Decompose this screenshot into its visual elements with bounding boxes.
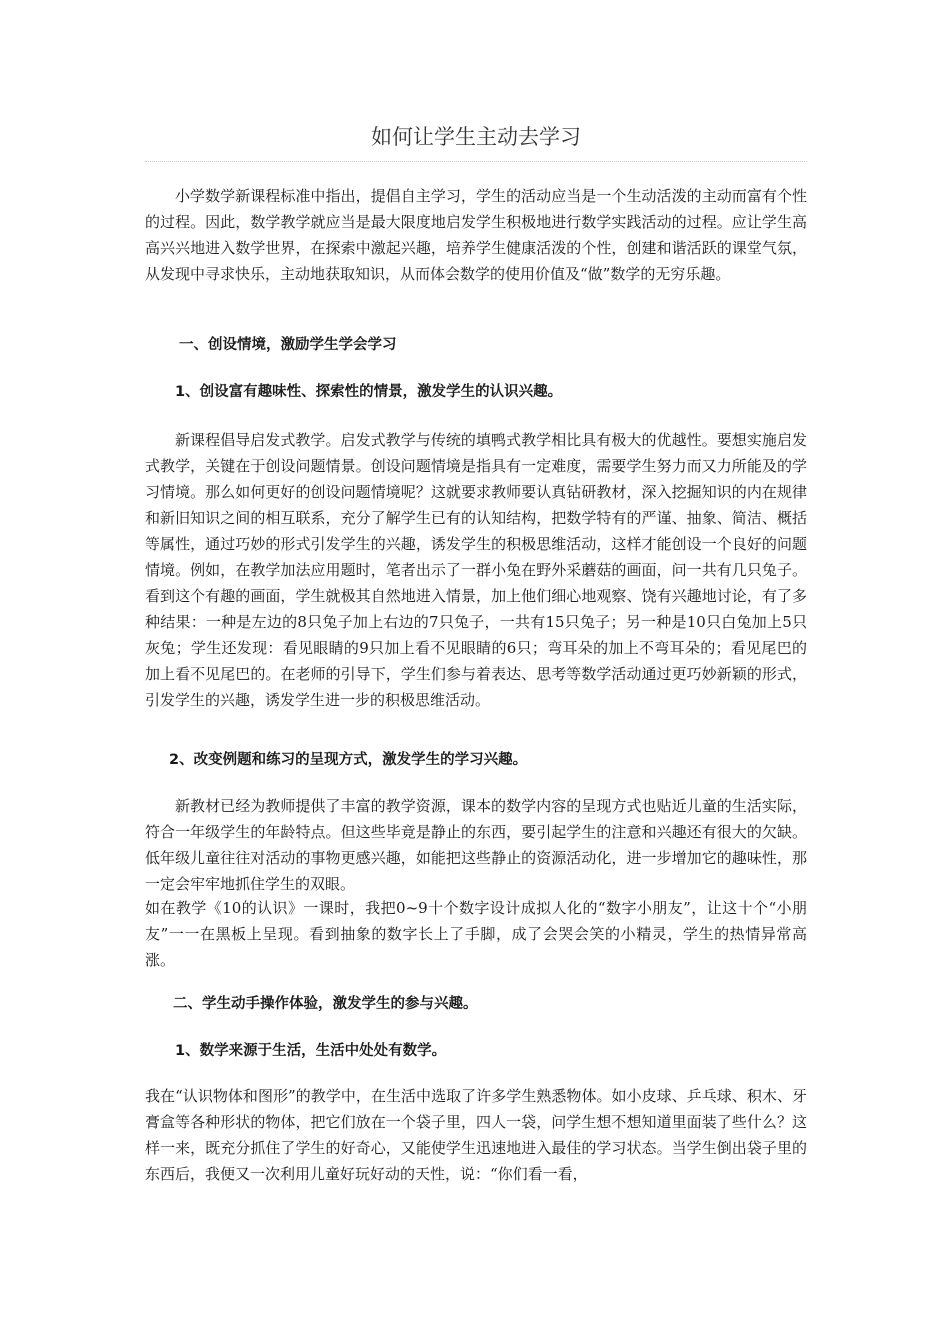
subsection-paragraph-3: 我在“认识物体和图形”的教学中，在生活中选取了许多学生熟悉物体。如小皮球、乒乓球、积木、牙膏盒等各种形状的物体，把它们放在一个袋子里，四人一袋，问学生想不想知道里面装了些什么？这样一来，既充分抓住了学生的好奇心，又能使学生迅速地进入最佳的学习状态。当学生倒出袋子里的东西后，我便又一次利用儿童好玩好动的天性，说：“你们看一看， <box>145 1087 807 1183</box>
subsection-heading-3: 1、数学来源于生活，生活中处处有数学。 <box>175 1043 447 1059</box>
section-heading-1: 一、创设情境，激励学生学会学习 <box>179 337 397 353</box>
subsection-heading-2: 2、改变例题和练习的呈现方式，激发学生的学习兴趣。 <box>169 752 528 768</box>
subsection-paragraph-1: 新课程倡导启发式教学。启发式教学与传统的填鸭式教学相比具有极大的优越性。要想实施启发式教学，关键在于创设问题情景。创设问题情境是指具有一定难度，需要学生努力而又力所能及的学习情境。那么如何更好的创设问题情境呢？这就要求教师要认真钻研教材，深入挖掘知识的内在规律和新旧知识之间的相互联系，充分了解学生已有的认知结构，把数学特有的严谨、抽象、简洁、概括等属性，通过巧妙的形式引发学生的兴趣，诱发学生的积极思维活动，这样才能创设一个良好的问题情境。例如，在教学加法应用题时，笔者出示了一群小兔在野外采蘑菇的画面，问一共有几只兔子。看到这个有趣的画面，学生就极其自然地进入情景，加上他们细心地观察、饶有兴趣地讨论，有了多种结果：一种是左边的8只兔子加上右边的7只兔子，一共有15只兔子；另一种是10只白兔加上5只灰兔；学生还发现：看见眼睛的9只加上看不见眼睛的6只；弯耳朵的加上不弯耳朵的；看见尾巴的加上看不见尾巴的。在老师的引导下，学生们参与着表达、思考等数学活动通过更巧妙新颖的形式，引发学生的兴趣，诱发学生进一步的积极思维活动。 <box>145 431 807 709</box>
subsection-paragraph-2a: 新教材已经为教师提供了丰富的教学资源，课本的数学内容的呈现方式也贴近儿童的生活实际，符合一年级学生的年龄特点。但这些毕竟是静止的东西，要引起学生的注意和兴趣还有很大的欠缺。低年级儿童往往对活动的事物更感兴趣，如能把这些静止的资源活动化，进一步增加它的趣味性，那一定会牢牢地抓住学生的双眼。 <box>145 797 807 893</box>
intro-paragraph: 小学数学新课程标准中指出，提倡自主学习，学生的活动应当是一个生动活泼的主动而富有个性的过程。因此，数学教学就应当是最大限度地启发学生积极地进行数学实践活动的过程。应让学生高高兴兴地进入数学世界，在探索中激起兴趣，培养学生健康活泼的个性，创建和谐活跃的课堂气氛，从发现中寻求快乐，主动地获取知识，从而体会数学的使用价值及“做”数学的无穷乐趣。 <box>145 187 807 283</box>
title-divider <box>145 161 807 162</box>
document-title: 如何让学生主动去学习 <box>371 125 581 149</box>
subsection-paragraph-2b: 如在教学《10的认识》一课时，我把0~9十个数字设计成拟人化的“数字小朋友”，让这十个“小朋友”一一在黑板上呈现。看到抽象的数字长上了手脚，成了会哭会笑的小精灵，学生的热情异常高涨。 <box>145 899 807 969</box>
section-heading-2: 二、学生动手操作体验，激发学生的参与兴趣。 <box>173 996 478 1012</box>
subsection-heading-1: 1、创设富有趣味性、探索性的情景，激发学生的认识兴趣。 <box>175 384 563 400</box>
